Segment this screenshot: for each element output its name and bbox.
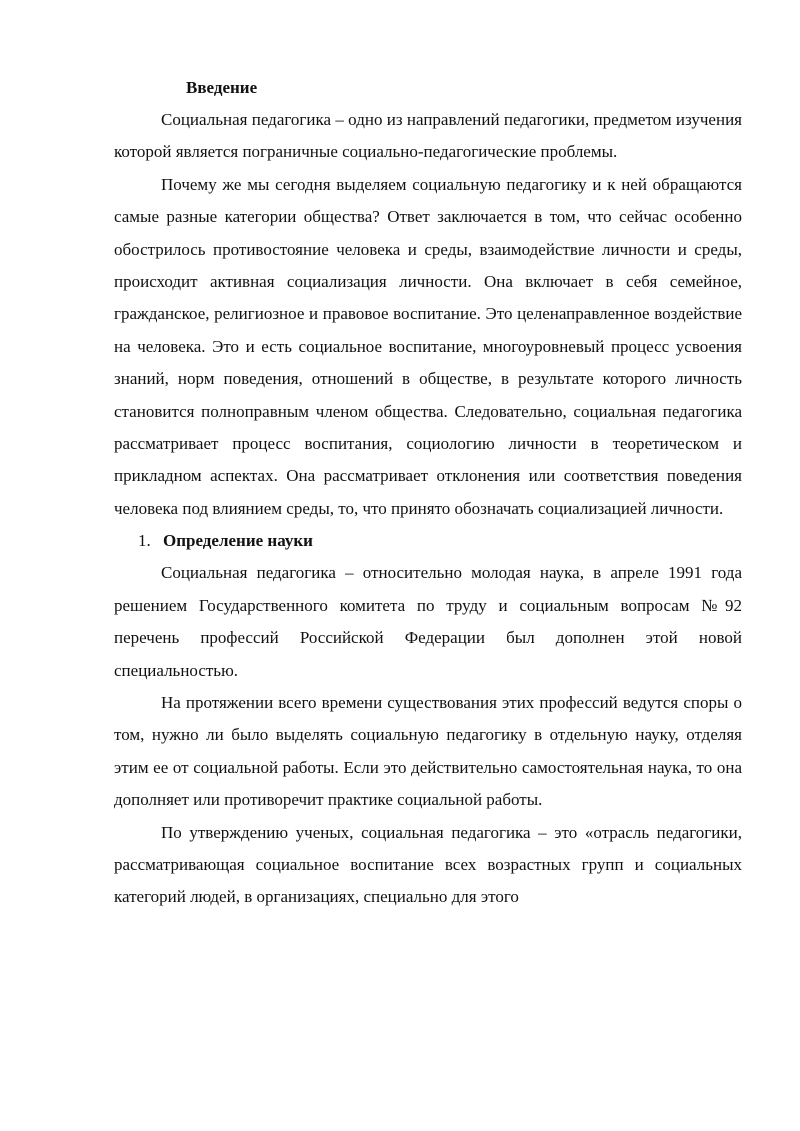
document-page — [114, 72, 742, 914]
intro-paragraph-1: Социальная педагогика – одно из направлений педагогики, предметом изучения которой является пограничные социально-педагогические проблемы. — [114, 110, 742, 162]
section-number: 1. — [138, 531, 151, 551]
section-1-paragraph-3: По утверждению ученых, социальная педагогика – это «отрасль педагогики, рассматривающая социальное воспитание всех возрастных групп и социальных категорий людей, в организациях, специально для этого — [114, 822, 742, 907]
intro-paragraph-2: Почему же мы сегодня выделяем социальную педагогику и к ней обращаются самые разные категории общества? Ответ заключается в том, что сейчас особенно обострилось противостояние человека и среды, взаимодействие личности и среды, происходит активная социализация личности. Она включает в себя семейное, гражданское, религиозное и правовое воспитание. Это целенаправленное воздействие на человека. Это и есть социальное воспитание, многоуровневый процесс усвоения знаний, норм поведения, отношений в обществе, в результате которого личность становится полноправным членом общества. Следовательно, социальная педагогика рассматривает процесс воспитания, социологию личности в теоретическом и прикладном аспектах. Она рассматривает отклонения или соответствия поведения человека под влиянием среды, то, что принято обозначать социализацией личности. — [114, 174, 742, 518]
section-1-paragraph-2: На протяжении всего времени существования этих профессий ведутся споры о том, нужно ли было выделять социальную педагогику в отдельную науку, отделяя этим ее от социальной работы. Если это действительно самостоятельная наука, то она дополняет или противоречит практике социальной работы. — [114, 692, 742, 810]
section-title: Определение науки — [163, 531, 313, 551]
section-1-paragraph-1: Социальная педагогика – относительно молодая наука, в апреле 1991 года решением Государственного комитета по труду и социальным вопросам №92 перечень профессий Российской Федерации был дополнен этой новой специальностью. — [114, 563, 742, 680]
intro-heading: Введение — [186, 78, 258, 97]
section-1-heading — [114, 525, 742, 557]
